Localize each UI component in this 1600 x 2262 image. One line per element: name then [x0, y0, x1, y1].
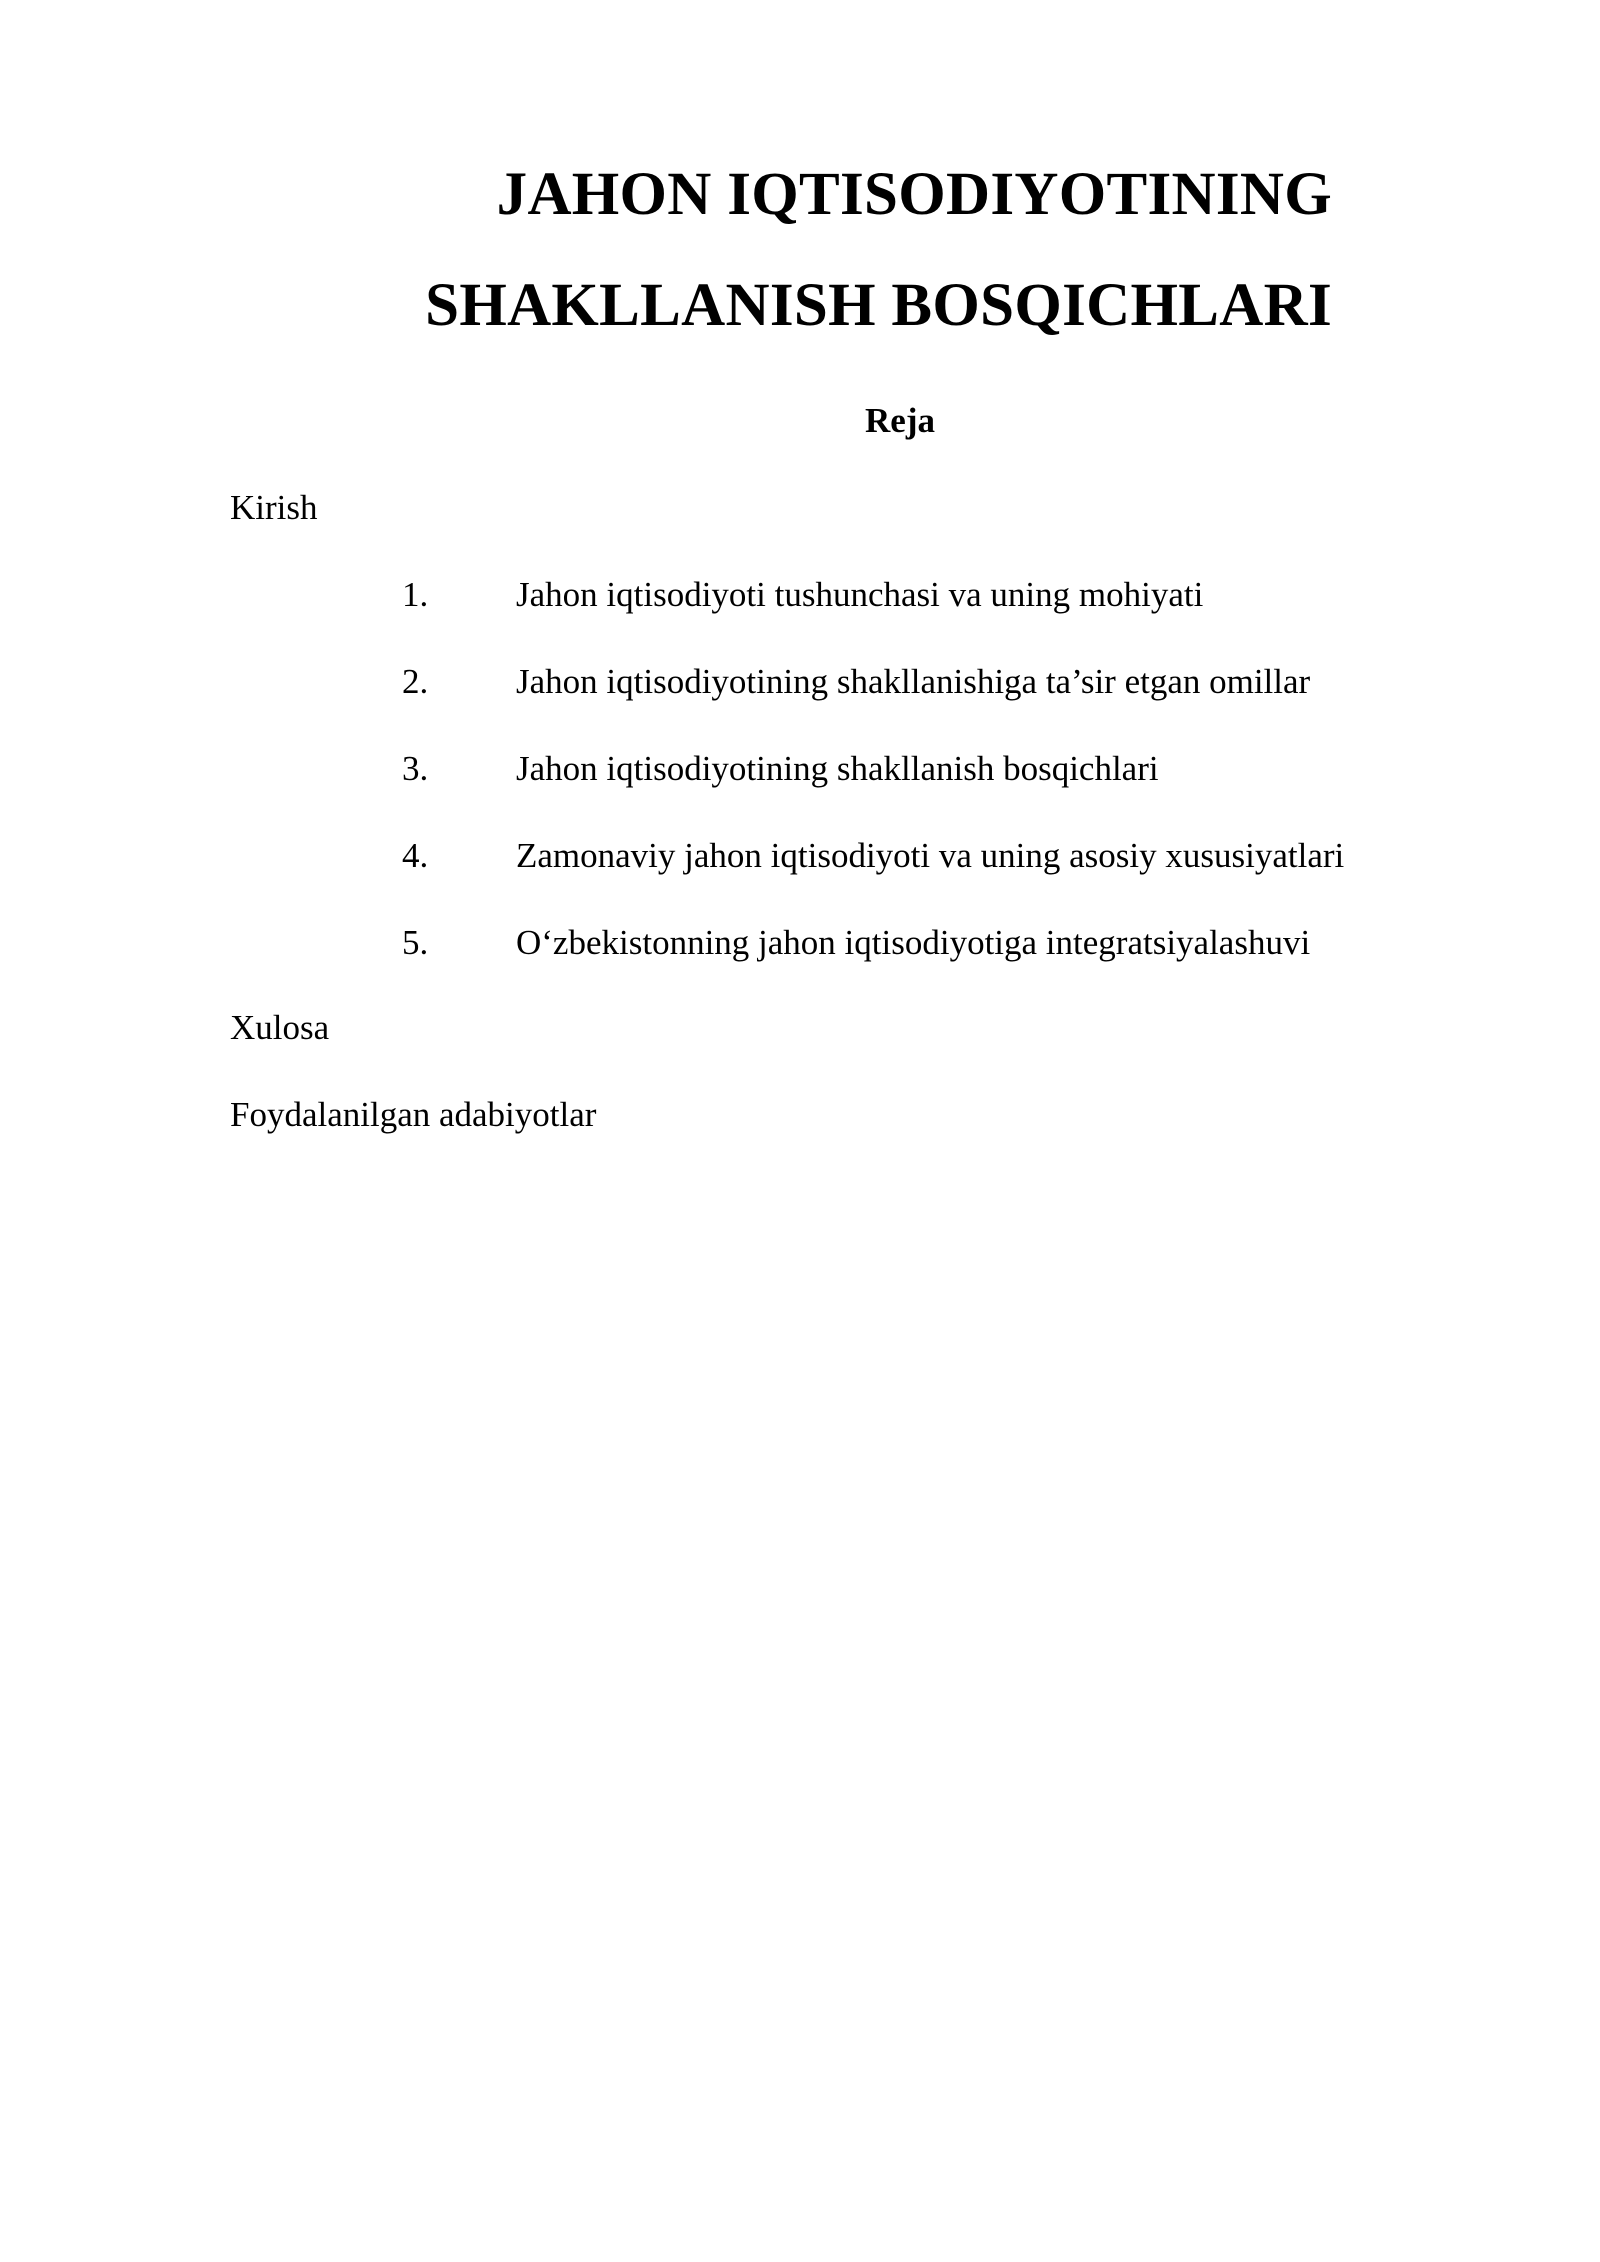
plan-heading: Reja [865, 401, 935, 440]
plan-item-text: Jahon iqtisodiyoti tushunchasi va uning mohiyati [516, 575, 1204, 614]
plan-item-text: Jahon iqtisodiyotining shakllanish bosqichlari [516, 749, 1159, 788]
conclusion-label: Xulosa [230, 1008, 330, 1047]
plan-item-number: 5. [402, 923, 429, 962]
plan-item-text: Zamonaviy jahon iqtisodiyoti va uning asosiy xususiyatlari [516, 836, 1345, 875]
references-label: Foydalanilgan adabiyotlar [230, 1095, 597, 1134]
plan-item-number: 1. [402, 575, 429, 614]
plan-item-text: Jahon iqtisodiyotining shakllanishiga ta’sir etgan omillar [516, 662, 1311, 701]
document-title-line-2: SHAKLLANISH BOSQICHLARI [425, 272, 1332, 339]
plan-item-number: 2. [402, 662, 429, 701]
document-title-line-1: JAHON IQTISODIYOTINING [496, 161, 1332, 228]
plan-item-text: O‘zbekistonning jahon iqtisodiyotiga integratsiyalashuvi [516, 923, 1311, 962]
plan-item-number: 3. [402, 749, 429, 788]
intro-label: Kirish [230, 488, 318, 527]
plan-item-number: 4. [402, 836, 429, 875]
